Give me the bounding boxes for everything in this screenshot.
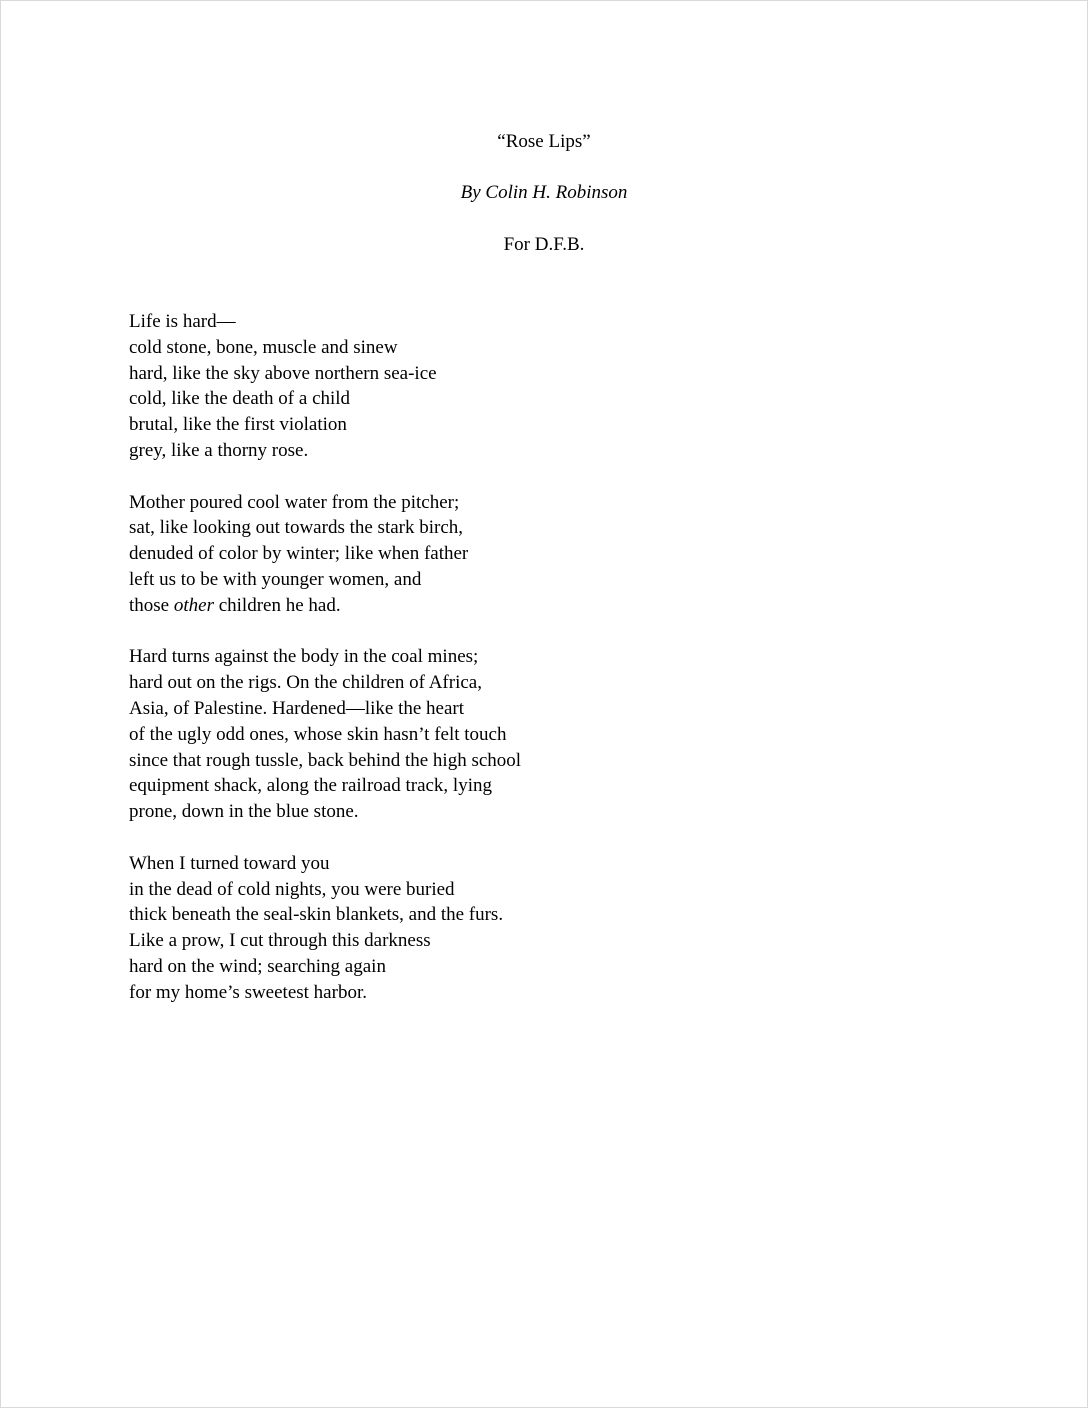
- poem-line: Mother poured cool water from the pitcher;: [129, 491, 460, 513]
- poem-line: sat, like looking out towards the stark birch,: [129, 517, 464, 539]
- poem-body: [129, 309, 689, 1031]
- poem-line: denuded of color by winter; like when father: [129, 543, 469, 565]
- stanza-1: [129, 309, 689, 464]
- poem-line-text: children he had.: [213, 594, 341, 616]
- poem-title: “Rose Lips”: [497, 131, 591, 152]
- poem-line: prone, down in the blue stone.: [129, 801, 359, 823]
- poem-line: hard on the wind; searching again: [129, 955, 386, 977]
- poem-line: hard out on the rigs. On the children of Africa,: [129, 672, 482, 694]
- poem-line: brutal, like the first violation: [129, 414, 347, 436]
- poem-line: of the ugly odd ones, whose skin hasn’t felt touch: [129, 723, 507, 745]
- poem-line: Asia, of Palestine. Hardened—like the heart: [129, 697, 465, 719]
- poem-line: When I turned toward you: [129, 852, 330, 874]
- poem-line: thick beneath the seal-skin blankets, and the furs.: [129, 904, 504, 926]
- emphasized-word: other: [173, 594, 214, 616]
- poem-line: Life is hard—: [129, 311, 236, 332]
- poem-line: cold, like the death of a child: [129, 388, 351, 410]
- poem-line: Hard turns against the body in the coal mines;: [129, 646, 479, 668]
- poem-line: since that rough tussle, back behind the high school: [129, 749, 522, 771]
- poem-dedication: For D.F.B.: [503, 234, 585, 255]
- stanza-2: [129, 490, 689, 619]
- poem-line: in the dead of cold nights, you were buried: [129, 878, 455, 900]
- poem-line-text: those: [129, 594, 174, 616]
- poem-line: [129, 593, 689, 619]
- poem-line: left us to be with younger women, and: [129, 568, 422, 590]
- stanza-3: [129, 644, 689, 825]
- poem-line: equipment shack, along the railroad track, lying: [129, 775, 492, 797]
- stanza-4: [129, 851, 689, 1006]
- poem-line: for my home’s sweetest harbor.: [129, 981, 367, 1003]
- poem-byline: By Colin H. Robinson: [460, 182, 628, 203]
- poem-line: Like a prow, I cut through this darkness: [129, 930, 431, 952]
- poem-line: hard, like the sky above northern sea-ice: [129, 362, 437, 384]
- poem-line: cold stone, bone, muscle and sinew: [129, 336, 398, 358]
- poem-line: grey, like a thorny rose.: [129, 439, 309, 461]
